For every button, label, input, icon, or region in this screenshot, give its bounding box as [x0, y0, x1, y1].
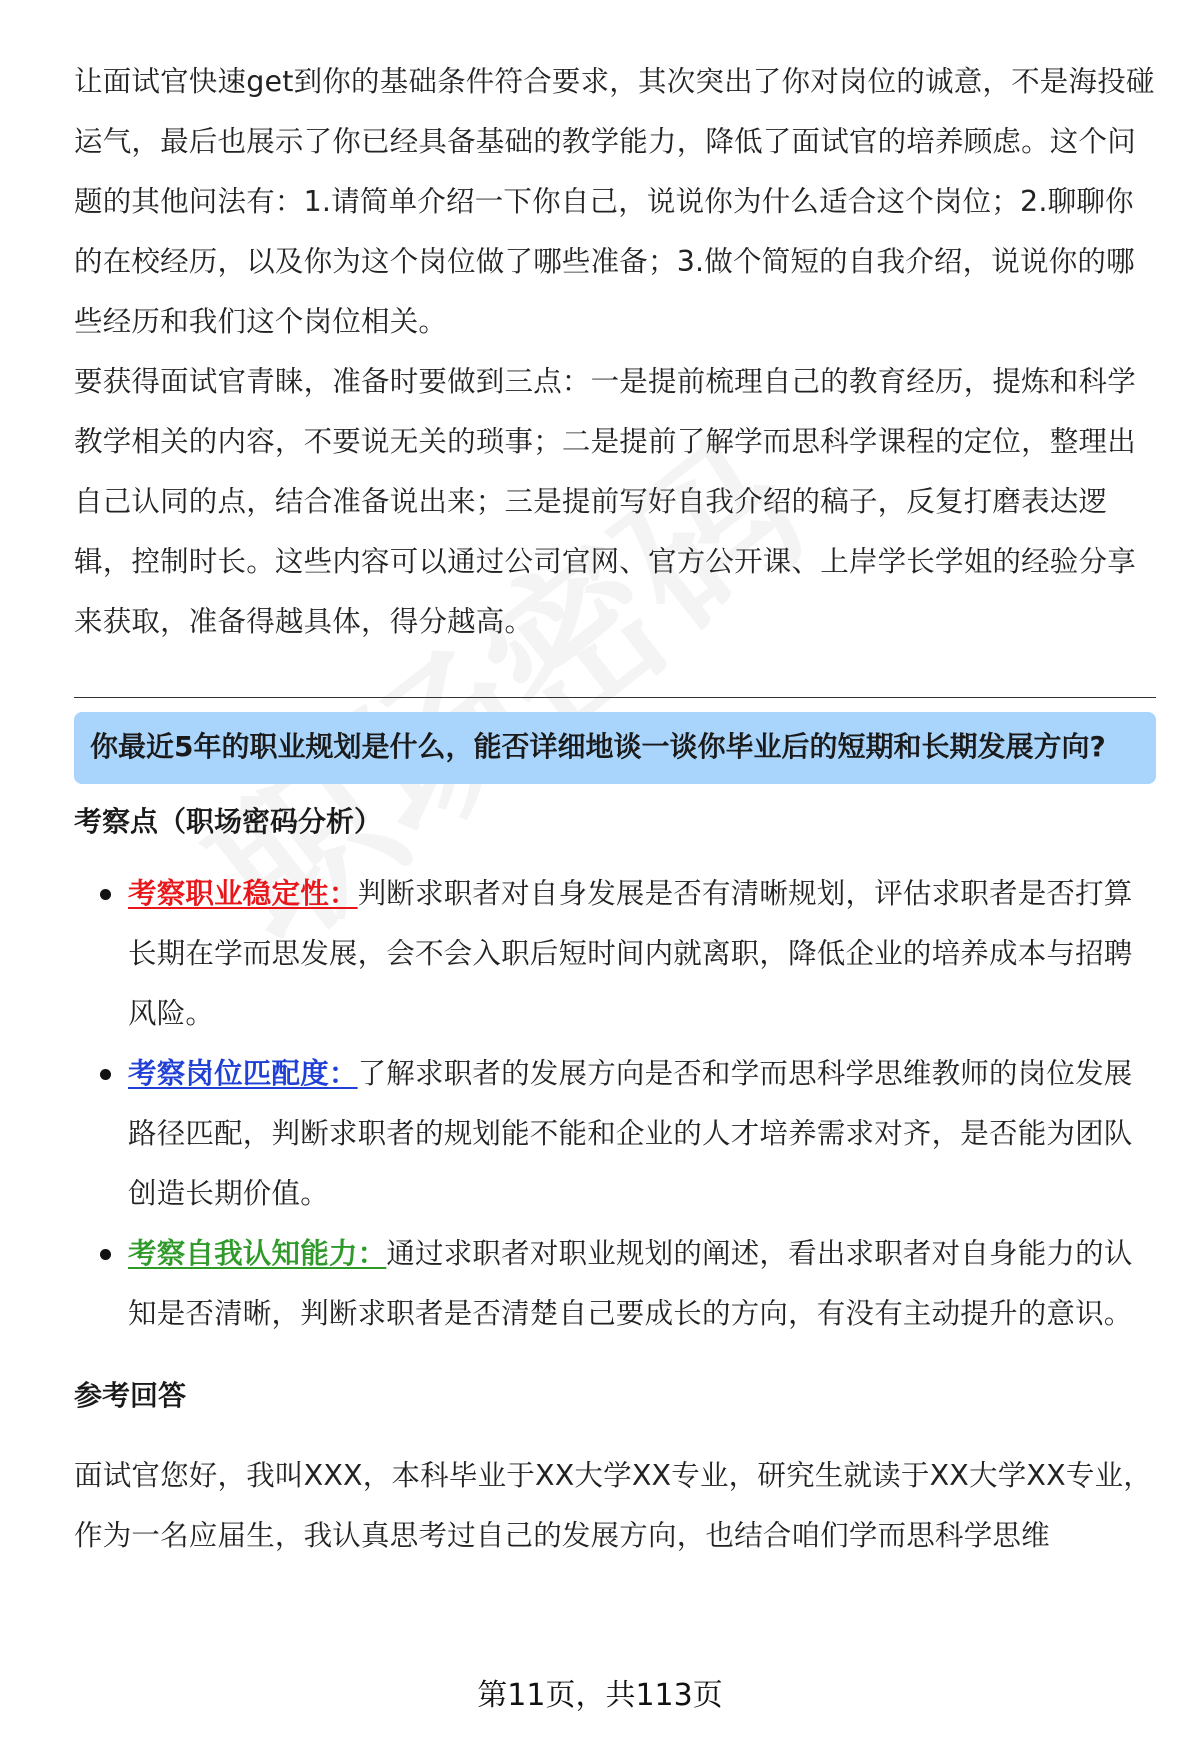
document-page [74, 52, 1156, 1566]
bullet-icon [100, 889, 111, 900]
list-item-text: 通过求职者对职业规划的阐述，看出求职者对自身能力的认知是否清晰，判断求职者是否清楚自己要成长的方向，有没有主动提升的意识。 [128, 1237, 1133, 1330]
keyword-career-stability: 考察职业稳定性： [128, 877, 358, 910]
answer-title: 参考回答 [74, 1379, 187, 1412]
question-text: 你最近5年的职业规划是什么，能否详细地谈一谈你毕业后的短期和长期发展方向? [90, 730, 1106, 763]
analysis-title: 考察点（职场密码分析） [74, 805, 383, 838]
analysis-list [74, 864, 1156, 1344]
list-item [74, 1044, 1156, 1224]
list-item [74, 1224, 1156, 1344]
question-box [74, 712, 1156, 784]
list-item [74, 864, 1156, 1044]
bullet-icon [100, 1249, 111, 1260]
intro-paragraph-1: 让面试官快速get到你的基础条件符合要求，其次突出了你对岗位的诚意，不是海投碰运气，最后也展示了你已经具备基础的教学能力，降低了面试官的培养顾虑。这个问题的其他问法有：1.请简单介绍一下你自己，说说你为什么适合这个岗位；2.聊聊你的在校经历，以及你为这个岗位做了哪些准备；3.做个简短的自我介绍，说说你的哪些经历和我们这个岗位相关。 [74, 65, 1155, 338]
keyword-job-fit: 考察岗位匹配度： [128, 1057, 358, 1090]
intro-paragraph-2: 要获得面试官青睐，准备时要做到三点：一是提前梳理自己的教育经历，提炼和科学教学相关的内容，不要说无关的琐事；二是提前了解学而思科学课程的定位，整理出自己认同的点，结合准备说出来；三是提前写好自我介绍的稿子，反复打磨表达逻辑，控制时长。这些内容可以通过公司官网、官方公开课、上岸学长学姐的经验分享来获取，准备得越具体，得分越高。 [74, 365, 1136, 638]
list-item-text: 判断求职者对自身发展是否有清晰规划，评估求职者是否打算长期在学而思发展，会不会入职后短时间内就离职，降低企业的培养成本与招聘风险。 [128, 877, 1133, 1030]
page-number: 第11页，共113页 [477, 1678, 723, 1713]
keyword-self-awareness: 考察自我认知能力： [128, 1237, 387, 1270]
answer-paragraph: 面试官您好，我叫XXX，本科毕业于XX大学XX专业，研究生就读于XX大学XX专业，作为一名应届生，我认真思考过自己的发展方向，也结合咱们学而思科学思维 [74, 1459, 1152, 1552]
section-divider [74, 697, 1156, 698]
bullet-icon [100, 1069, 111, 1080]
list-item-text: 了解求职者的发展方向是否和学而思科学思维教师的岗位发展路径匹配，判断求职者的规划能不能和企业的人才培养需求对齐，是否能为团队创造长期价值。 [128, 1057, 1133, 1210]
